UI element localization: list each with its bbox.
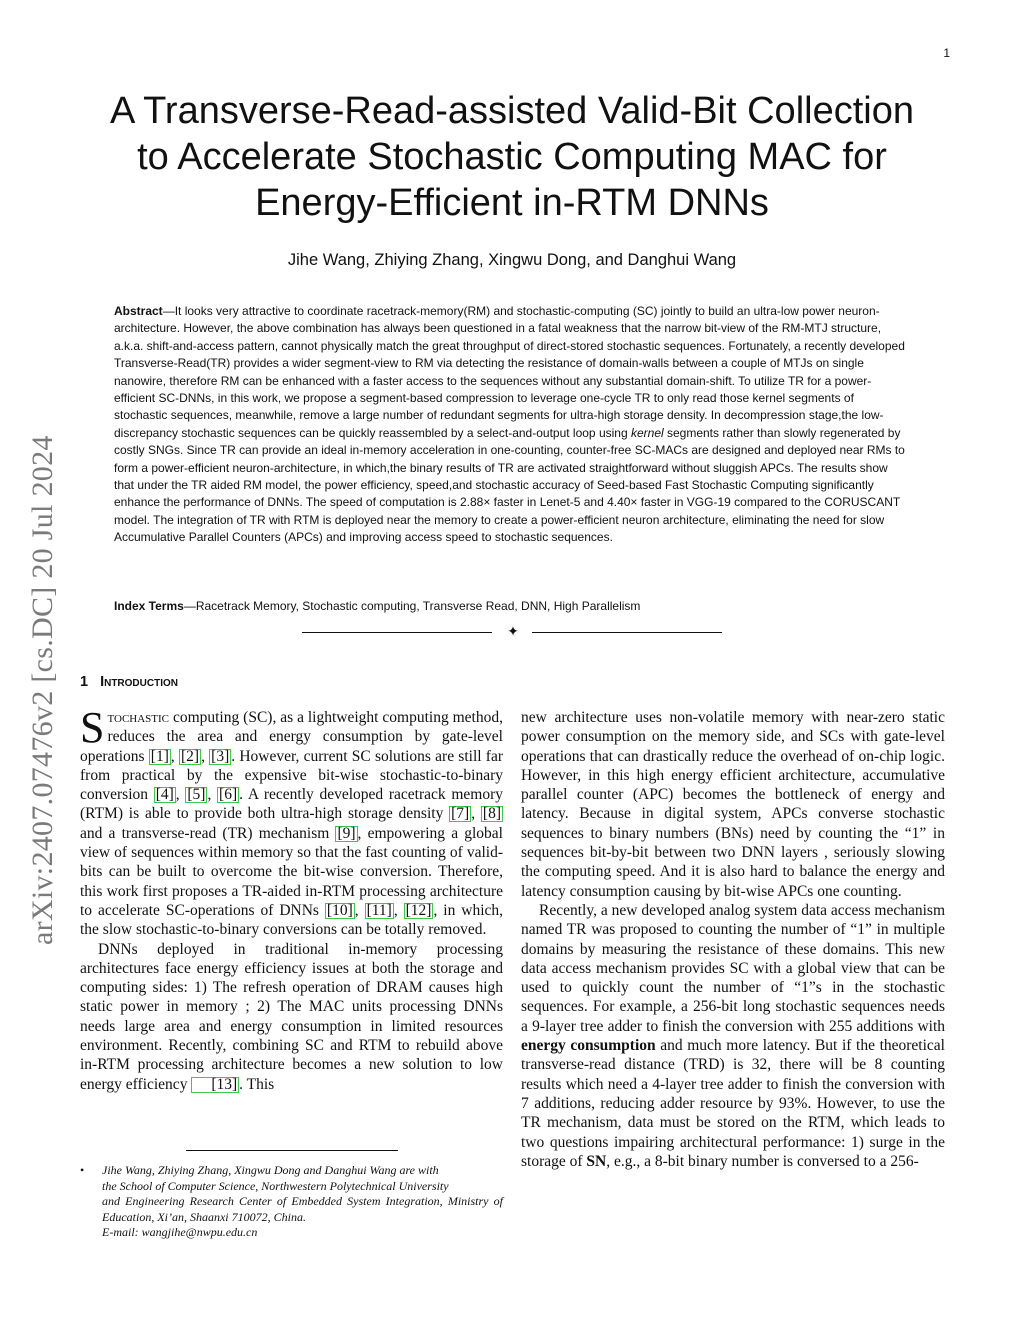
footnote-email: E-mail: wangjihe@nwpu.edu.cn <box>102 1225 258 1239</box>
citation-link[interactable]: [1] <box>150 747 169 765</box>
citation-link[interactable]: [2] <box>180 747 200 765</box>
paragraph <box>80 703 504 940</box>
footnote-line: the School of Computer Science, Northwestern Polytechnical University <box>102 1178 449 1193</box>
arxiv-identifier-watermark: arXiv:2407.07476v2 [cs.DC] 20 Jul 2024 <box>26 435 59 945</box>
body-text: , e.g., a 8-bit binary number is conversed to a 256- <box>606 1152 919 1170</box>
paragraph: new architecture uses non-volatile memory with near-zero static power consumption on the memory side, and SCs with gate-level operations that can drastically reduce the overhead of on-chip logic. However, in this high energy efficient architecture, accumulative parallel counter (APC) becomes the bottleneck of energy and latency. Because in digital system, APCs converse stochastic sequences to binary numbers (BNs) need by counting the “1” in sequences bit-by-bit between two DNN layers , seriously slowing the computing speed. And it is also hard to balance the energy and latency consumption causing by bit-wise APCs one counting. <box>521 709 945 900</box>
citation-link[interactable]: [3] <box>211 747 230 765</box>
author-affiliation-footnote <box>80 1163 503 1241</box>
section-heading <box>80 674 178 690</box>
body-text: . This <box>239 1075 275 1093</box>
abstract <box>114 303 906 547</box>
divider-rule-right <box>532 632 722 633</box>
left-column <box>80 703 504 1094</box>
bold-text: energy consumption <box>521 1037 656 1055</box>
body-text: Recently, a new developed analog system data access mechanism named TR was proposed to counting the number of “1” in multiple domains by measuring the resistance of these domains. This new data access mechanism provides SC with a global view that can be used to quickly count the number of “1”s in the stochastic sequences. For example, a 256-bit long stochastic sequences needs a 9-layer tree adder to finish the conversion with 255 additions with <box>521 901 945 1035</box>
section-number: 1 <box>80 674 89 690</box>
page-number: 1 <box>943 46 950 60</box>
divider-ornament-icon: ✦ <box>507 624 519 640</box>
footnote-line: Jihe Wang, Zhiying Zhang, Xingwu Dong and Danghui Wang are with <box>102 1163 439 1177</box>
body-text: , <box>170 747 179 765</box>
body-text: , <box>175 786 186 804</box>
divider-rule-left <box>302 632 492 633</box>
footnote-rule <box>186 1150 398 1151</box>
section-divider <box>302 624 722 642</box>
citation-link[interactable]: [13] <box>191 1077 239 1093</box>
body-text: , <box>354 901 365 919</box>
citation-link[interactable]: [7] <box>451 805 470 823</box>
index-terms-text: —Racetrack Memory, Stochastic computing, Transverse Read, DNN, High Parallelism <box>183 599 641 613</box>
index-terms <box>114 598 906 615</box>
body-text: . A recently developed racetrack memory (RTM) is able to provide both ultra-high storage density <box>80 786 504 823</box>
right-column <box>521 708 945 1171</box>
body-text: computing (SC), as a lightweight computing method, reduces the area and energy consumption by gate-level operations <box>80 709 503 765</box>
body-text: , <box>201 747 210 765</box>
abstract-emphasis: kernel <box>630 425 664 440</box>
paragraph <box>521 901 945 1171</box>
title-line: Energy-Efficient in-RTM DNNs <box>255 182 769 224</box>
paper-title <box>60 88 964 226</box>
body-text: , <box>393 901 404 919</box>
abstract-text: —It looks very attractive to coordinate racetrack-memory(RM) and stochastic-computing (SC) jointly to build an ultra-low power neuron-architecture. However, the above combination has always been questioned in a fatal weakness that the narrow bit-view of the RM-MTJ structure, a.k.a. shift-and-access pattern, cannot physically match the great throughput of direct-stored stochastic sequences. Fortunately, a recently developed Transverse-Read(TR) provides a wider segment-view to RM via detecting the resistance of domain-walls between a couple of MTJs on single nanowire, therefore RM can be enhanced with a faster access to the sequences without any substantial domain-shift. To utilize TR for a power-efficient SC-DNNs, in this work, we propose a segment-based compression to leverage one-cycle TR to only read those kernel segments of stochastic sequences, meanwhile, remove a large number of redundant segments for ultra-high storage density. In decompression stage,the low-discrepancy stochastic sequences can be quickly reassembled by a select-and-output loop using <box>114 304 905 440</box>
small-caps-word: tochastic <box>107 709 170 726</box>
drop-cap: S <box>80 703 105 752</box>
body-text: , <box>471 805 481 823</box>
body-text: . However, current SC solutions are still far from practical by the expensive bit-wise stochastic-to-binary conversion <box>80 747 503 804</box>
index-terms-label: Index Terms <box>114 599 184 613</box>
paragraph <box>80 940 503 1094</box>
citation-link[interactable]: [9] <box>337 824 356 842</box>
section-title: Introduction <box>100 674 178 690</box>
body-text: DNNs deployed in traditional in-memory processing architectures face energy efficiency issues at both the storage and computing sides: 1) The refresh operation of DRAM causes high static power in memory ; 2) The MAC units processing DNNs needs large area and energy consumption in limited resources environment. Recently, combining SC and RTM to rebuild above in-RTM processing architecture becomes a new solution to low energy efficiency <box>80 940 503 1093</box>
citation-link[interactable]: [8] <box>482 805 501 823</box>
title-line: A Transverse-Read-assisted Valid-Bit Collection <box>110 90 914 132</box>
body-text: and a transverse-read (TR) mechanism <box>80 824 336 842</box>
citation-link[interactable]: [4] <box>155 786 174 804</box>
bold-text: SN <box>586 1152 607 1170</box>
citation-link[interactable]: [12] <box>405 901 432 919</box>
footnote-body <box>102 1163 503 1241</box>
body-text: , empowering a global view of sequences within memory so that the fast counting of valid-bits can be built to overcome the bit-wise conversion. Therefore, this work first proposes a TR-aided in-RTM processing architecture to accelerate SC-operations of DNNs <box>80 824 503 919</box>
body-text: , in which, the slow stochastic-to-binary conversions can be totally removed. <box>80 901 504 939</box>
body-text: , <box>207 786 218 804</box>
author-list: Jihe Wang, Zhiying Zhang, Xingwu Dong, and Danghui Wang <box>287 251 737 269</box>
citation-link[interactable]: [10] <box>326 901 353 919</box>
body-text: and much more latency. But if the theoretical transverse-read distance (TRD) is 32, there will be 8 counting results which need a 4-layer tree adder to finish the conversion with 7 additions, reducing adder resource by 93%. However, to use the TR mechanism, data must be stored on the RTM, which leads to two questions impairing architectural performance: 1) surge in the storage of <box>521 1037 945 1170</box>
abstract-label: Abstract <box>114 304 163 318</box>
title-line: to Accelerate Stochastic Computing MAC for <box>137 136 887 178</box>
citation-link[interactable]: [5] <box>187 786 206 804</box>
footnote-bullet-icon: • <box>80 1163 85 1177</box>
citation-link[interactable]: [6] <box>219 786 238 804</box>
citation-link[interactable]: [11] <box>366 901 392 919</box>
abstract-text: segments rather than slowly regenerated by costly SNGs. Since TR can provide an ideal in-memory acceleration in one-counting, counter-free SC-MACs are designed and deployed near RMs to form a power-efficient neuron-architecture, in which,the binary results of TR are activated straightforward without sluggish APCs. The results show that under the TR aided RM model, the power efficiency, speed,and stochastic accuracy of Seed-based Fast Stochastic Computing significantly enhance the performance of DNNs. The speed of computation is 2.88× faster in Lenet-5 and 4.40× faster in VGG-19 compared to the CORUSCANT model. The integration of TR with RTM is deployed near the memory to create a power-efficient neuron architecture, eliminating the need for slow Accumulative Parallel Counters (APCs) and improving access speed to stochastic sequences. <box>114 425 905 545</box>
footnote-line: and Engineering Research Center of Embedded System Integration, Ministry of Education, Xi’an, Shaanxi 710072, China. <box>102 1194 503 1224</box>
